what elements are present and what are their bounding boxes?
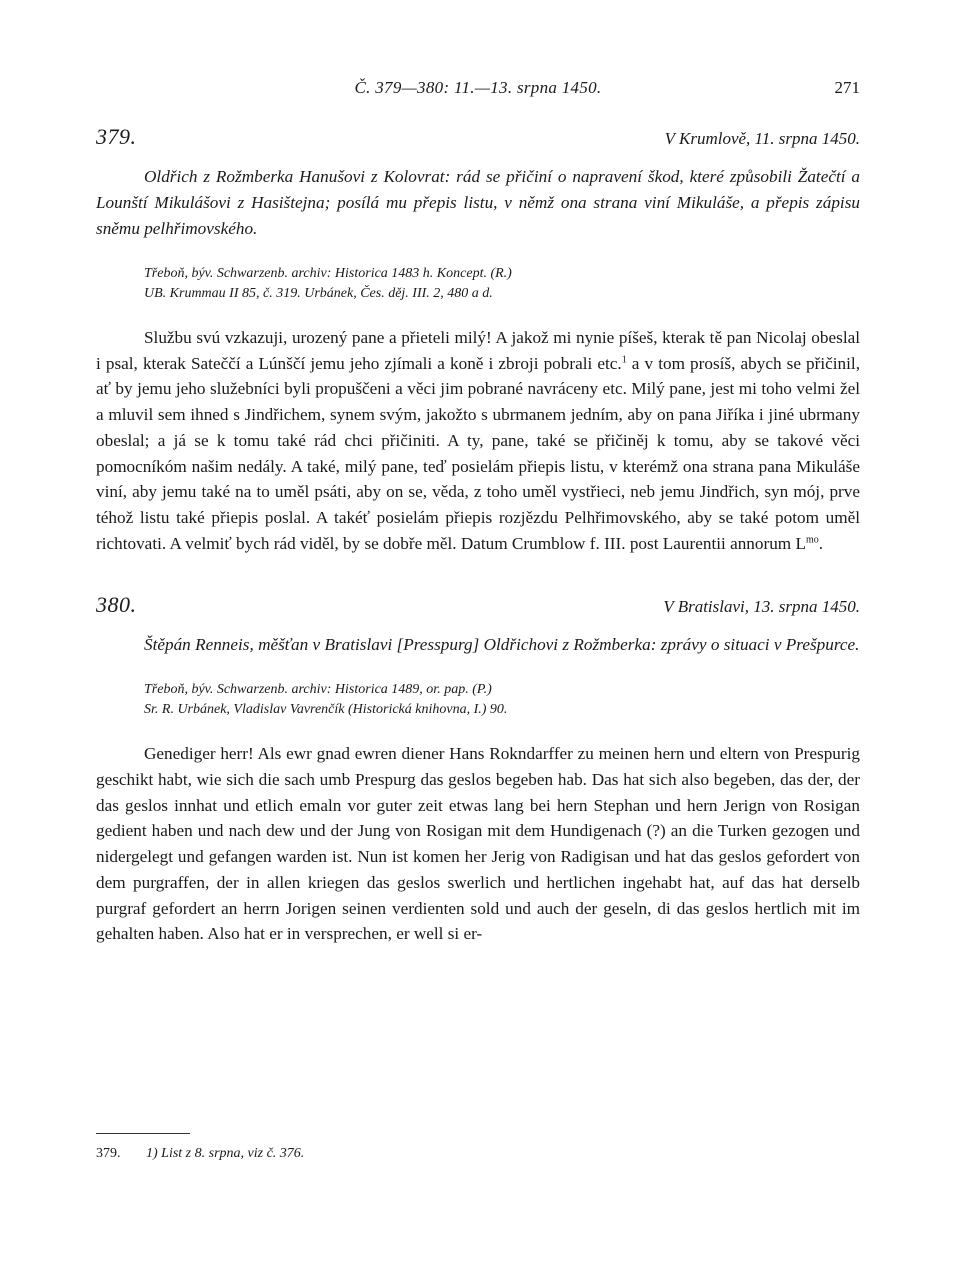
source-notes	[144, 680, 860, 719]
document-heading	[96, 124, 860, 150]
text-part: Službu svú vzkazuji, urozený pane a přieteli milý! A jakož mi nynie píšeš, kterak tě pan Nicolaj obeslal i psal, kterak Sateččí a Lúnščí jemu jeho zjímali a koně i zbroji pobrali etc.	[96, 328, 860, 373]
document-379	[96, 124, 860, 556]
document-place-date: V Krumlově, 11. srpna 1450.	[664, 129, 860, 148]
superscript: mo	[805, 533, 819, 545]
footnote-number: 379.	[96, 1146, 121, 1161]
text-part: a v tom prosíš, abych se přičinil, ať by jemu jeho služebníci byli propuščeni a věci jim pobrané navráceny etc. Milý pane, jest mi toho velmi žel a mluvil sem ihned s Jindřichem, synem svým, jakožto s ubrmanem jedním, aby on pana Jiříka i jiné ubrmany obeslal; a já se k tomu také rád chci přičiniti. A ty, pane, také se přičiněj k tomu, aby se takové věci pomocníkóm našim nedály. A také, milý pane, teď posielám přiepis listu, v kterémž ona strana pana Mikuláše viní, aby jemu také na to uměl psáti, aby on se, věda, z toho uměl vystřieci, neb jemu Jindřich, syn mój, prve téhož listu také přiepis poslal. A takéť posielám přiepis rozjězdu Pelhřimovského, aby se také potom uměl richtovati. A velmiť bych rád viděl, by se dobře měl. Datum Crumblow f. III. post Laurentii annorum L	[96, 353, 860, 553]
text-part: .	[818, 533, 824, 553]
source-line: Třeboň, býv. Schwarzenb. archiv: Historica 1489, or. pap. (P.)	[144, 682, 492, 698]
source-line: Sr. R. Urbánek, Vladislav Vavrenčík (Historická knihovna, I.) 90.	[144, 701, 508, 717]
source-line: UB. Krummau II 85, č. 319. Urbánek, Čes. děj. III. 2, 480 a d.	[144, 285, 493, 301]
document-380	[96, 592, 860, 947]
regest: Oldřich z Rožmberka Hanušovi z Kolovrat: rád se přičiní o napravení škod, které způsobili Žatečtí a Lounští Mikulášovi z Hasištejna; posílá mu přepis listu, v němž ona strana viní Mikuláše, a přepis zápisu sněmu pelhřimovského.	[96, 167, 860, 238]
document-text: Genediger herr! Als ewr gnad ewren diener Hans Rokndarffer zu meinen hern und eltern von Prespurig geschikt habt, wie sich die sach umb Prespurg das geslos begeben hab. Das hat sich also begeben, das der, der das geslos innhat und etlich emaln vor guter zeit etwas lang bei hern Stephan und hern Jerign von Rosigan gedient haben und nach dew und der Jung von Rosigan mit dem Hundigenach (?) an die Turken gezogen und nidergelegt und gefangen warden ist. Nun ist komen her Jerig von Radigisan und hat das geslos gefordert von dem purgraffen, der in allen kriegen das geslos swerlich und hertlichen ingehabt hat, auf das hat derselb purgraf gefordert an herrn Jorigen seinen verdienten sold und auch der geseln, di das geslos hertlich mit im gehalten haben. Also hat er in versprechen, er well si er-	[96, 744, 860, 944]
regest: Štěpán Renneis, měšťan v Bratislavi [Presspurg] Oldřichovi z Rožmberka: zprávy o situaci v Prešpurce.	[144, 635, 860, 655]
footnote	[96, 1146, 304, 1162]
document-heading	[96, 592, 860, 618]
document-text	[96, 325, 860, 556]
page-number: 271	[834, 78, 860, 97]
footnote-mark: 1	[621, 353, 627, 365]
page	[96, 72, 860, 947]
running-head-title: Č. 379—380: 11.—13. srpna 1450.	[354, 78, 602, 97]
running-head	[96, 72, 860, 106]
footnote-text: 1) List z 8. srpna, viz č. 376.	[146, 1146, 305, 1161]
source-notes	[144, 264, 860, 303]
document-place-date: V Bratislavi, 13. srpna 1450.	[663, 597, 860, 617]
source-line: Třeboň, býv. Schwarzenb. archiv: Historica 1483 h. Koncept. (R.)	[144, 266, 512, 281]
document-number: 379.	[96, 124, 137, 149]
footnote-divider	[96, 1133, 190, 1134]
document-number: 380.	[96, 592, 137, 618]
